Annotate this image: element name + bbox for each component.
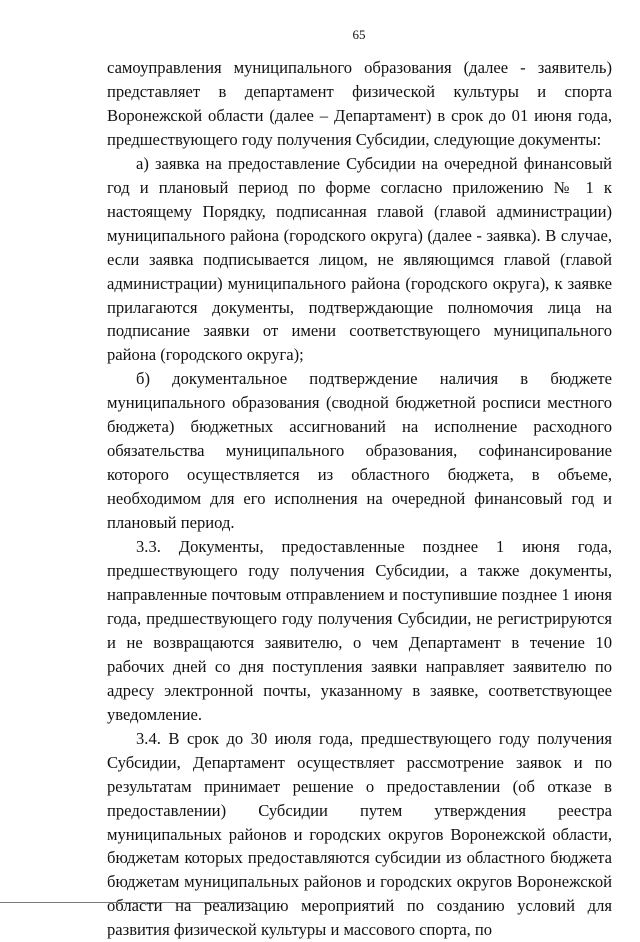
footnote-divider [0, 902, 255, 903]
paragraph-section-3-4: 3.4. В срок до 30 июля года, предшествующего году получения Субсидии, Департамент осуществляет рассмотрение заявок и по результатам принимает решение о предоставлении (об отказе в предоставлении) Субсидии путем утверждения реестра муниципальных районов и городских округов Воронежской области, бюджетам которых предоставляются субсидии из областного бюджета бюджетам муниципальных районов и городских округов Воронежской области на реализацию мероприятий по созданию условий для развития физической культуры и массового спорта, по [107, 728, 612, 940]
paragraph-section-3-3: 3.3. Документы, предоставленные позднее 1 июня года, предшествующего году получения Субсидии, а также документы, направленные почтовым отправлением и поступившие позднее 1 июня года, предшествующего году получения Субсидии, не регистрируются и не возвращаются заявителю, о чем Департамент в течение 10 рабочих дней со дня поступления заявки направляет заявителю по адресу электронной почты, указанному в заявке, соответствующее уведомление. [107, 537, 612, 724]
page-number: 65 [352, 27, 366, 42]
paragraph-item-a: а) заявка на предоставление Субсидии на очередной финансовый год и плановый период по форме согласно приложению № 1 к настоящему Порядку, подписанная главой (главой администрации) муниципального района (городского округа) (далее - заявка). В случае, если заявка подписывается лицом, не являющимся главой (главой администрации) муниципального района (городского округа), к заявке прилагаются документы, подтверждающие полномочия лица на подписание заявки от имени соответствующего муниципального района (городского округа); [107, 153, 612, 365]
paragraph-item-b: б) документальное подтверждение наличия в бюджете муниципального образования (сводной бюджетной росписи местного бюджета) бюджетных ассигнований на исполнение расходного обязательства муниципального образования, софинансирование которого осуществляется из областного бюджета, в объеме, необходимом для его исполнения на очередной финансовый год и плановый период. [107, 369, 612, 533]
paragraph-intro: самоуправления муниципального образования (далее - заявитель) представляет в департамент физической культуры и спорта Воронежской области (далее – Департамент) в срок до 01 июня года, предшествующего году получения Субсидии, следующие документы: [107, 58, 612, 149]
document-body [107, 56, 612, 942]
